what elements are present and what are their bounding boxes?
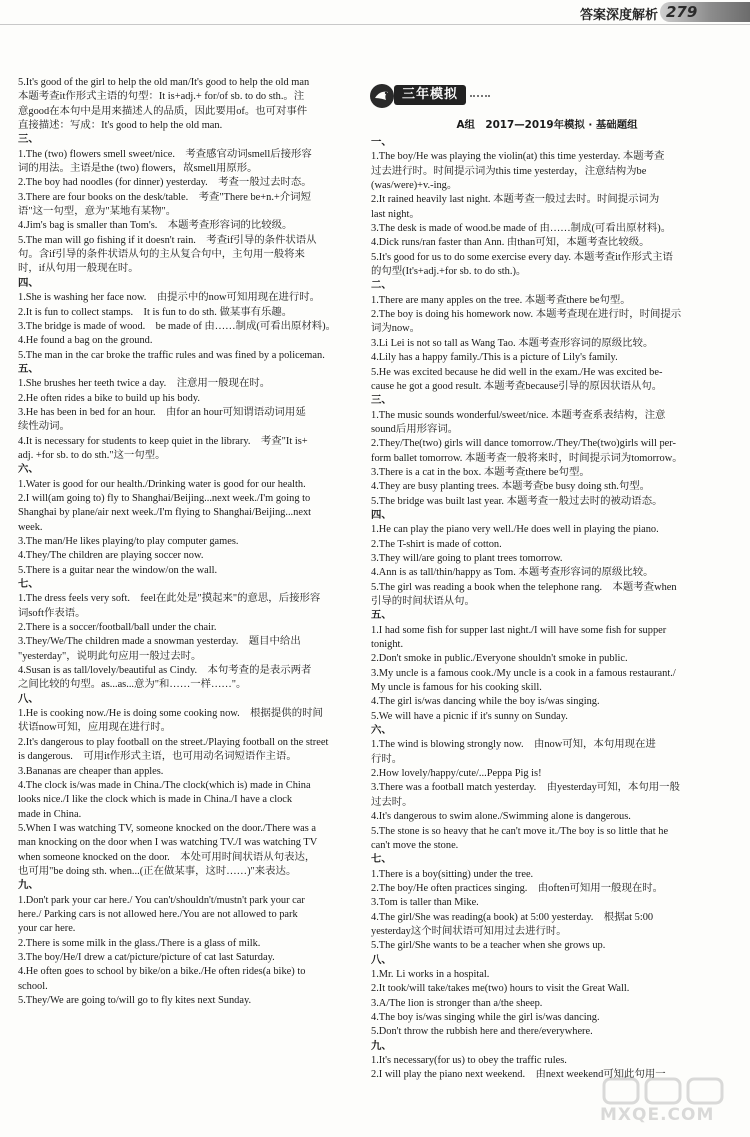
section-heading: 五、 [371, 610, 392, 622]
answer-line: 直接描述：写成：It's good to help the old man. [18, 120, 223, 132]
answer-line: 4.They/The children are playing soccer now. [18, 550, 204, 562]
answer-line: 2.I will(am going to) fly to Shanghai/Beijing...next week./I'm going to [18, 492, 311, 504]
answer-line: 5.When I was watching TV, someone knocked on the door./There was a [18, 822, 316, 834]
answer-line: 4.It's dangerous to swim alone./Swimming alone is dangerous. [371, 811, 631, 823]
page-header [0, 0, 750, 26]
answer-line: 1.The wind is blowing strongly now. 由now可知，本句用现在进 [371, 739, 656, 751]
answer-line: 4.Lily has a happy family./This is a picture of Lily's family. [371, 352, 618, 364]
answer-line: 意good在本句中是用来描述人的品质，因此要用of。也可对事件 [18, 105, 308, 117]
answer-line: 2.He often rides a bike to build up his body. [18, 392, 200, 404]
section-heading: 四、 [18, 277, 39, 289]
answer-line: 4.He found a bag on the ground. [18, 335, 153, 347]
section-heading: 九、 [18, 880, 39, 892]
answer-line: 词的用法。主语是the (two) flowers，故smell用原形。 [18, 163, 258, 175]
answer-line: 2.The T-shirt is made of cotton. [371, 538, 502, 550]
answer-line: 2.Don't smoke in public./Everyone shouldn't smoke in public. [371, 653, 628, 665]
answer-line: 1.There is a boy(sitting) under the tree. [371, 868, 534, 880]
section-heading: 三、 [371, 395, 392, 407]
answer-line: 3.Bananas are cheaper than apples. [18, 765, 164, 777]
answer-line: 词为now。 [371, 323, 421, 335]
answer-line: last night。 [371, 208, 420, 220]
answer-line: 4.It is necessary for students to keep quiet in the library. 考查"It is+ [18, 435, 308, 447]
answer-line: can't move the stone. [371, 839, 459, 851]
answer-line: school. [18, 980, 48, 992]
answer-line: adj. +for sb. to do sth."这一句型。 [18, 449, 166, 461]
answer-line: 1.She brushes her teeth twice a day. 注意用一般现在时。 [18, 378, 271, 390]
answer-line: 1.The (two) flowers smell sweet/nice. 考查感官动词smell后接形容 [18, 148, 312, 160]
answer-line: 5.They/We are going to/will go to fly kites next Sunday. [18, 995, 252, 1006]
answer-line: "yesterday"，说明此句应用一般过去时。 [18, 650, 202, 662]
answer-line: 3.The man/He likes playing/to play computer games. [18, 536, 239, 547]
header-title: 答案深度解析 [579, 8, 658, 23]
answer-line: 2.It is fun to collect stamps. It is fun to do sth. 做某事有乐趣。 [18, 306, 293, 318]
answer-line: 5.The stone is so heavy that he can't move it./The boy is so little that he [371, 825, 669, 837]
answer-line: 2.I will play the piano next weekend. 由next weekend可知此句用一 [371, 1069, 666, 1081]
section-heading: 六、 [371, 725, 392, 737]
answer-line: 1.There are many apples on the tree. 本题考查there be句型。 [371, 294, 631, 306]
answer-line: yesterday这个时间状语可知用过去进行时。 [371, 925, 567, 937]
group-title: A组 2017—2019年模拟 · 基础题组 [456, 119, 638, 131]
answer-line: 1.I had some fish for supper last night./I will have some fish for supper [371, 624, 667, 636]
answer-line: 2.The boy had noodles (for dinner) yesterday. 考查一般过去时态。 [18, 177, 312, 189]
answer-line: 4.He often goes to school by bike/on a bike./He often rides(a bike) to [18, 966, 306, 978]
answer-line: 5.There is a guitar near the window/on the wall. [18, 564, 218, 576]
banner-dots [470, 95, 490, 99]
answer-line: My uncle is famous for his cooking skill. [371, 682, 542, 694]
section-heading: 九、 [371, 1040, 392, 1052]
answer-line: 5.It's good for us to do some exercise every day. 本题考查it作形式主语 [371, 251, 673, 263]
answer-line: 2.It's dangerous to play football on the street./Playing football on the street [18, 736, 329, 748]
answer-line: 也可用"be doing sth. when...(正在做某事，这时……)"来表达。 [18, 865, 297, 877]
answer-line: 4.Ann is as tall/thin/happy as Tom. 本题考查形容词的原级比较。 [371, 567, 654, 579]
answer-line: 3.There is a cat in the box. 本题考查there be句型。 [371, 466, 590, 478]
answer-line: 1.He can play the piano very well./He does well in playing the piano. [371, 524, 659, 536]
answer-line: 4.Dick runs/ran faster than Ann. 由than可知，本题考查比较级。 [371, 237, 650, 249]
section-banner [368, 82, 488, 110]
answer-line: 3.They/We/The children made a snowman yesterday. 题目中给出 [18, 636, 301, 648]
answer-line: when someone knocked on the door. 本处可用时间状语从句表达， [18, 851, 316, 863]
answer-line: 5.The man in the car broke the traffic rules and was fined by a policeman. [18, 349, 325, 361]
page-number-tab [660, 2, 750, 22]
answer-line: 3.The bridge is made of wood. be made of 由……制成(可看出原材料)。 [18, 320, 337, 332]
page-number: 279 [666, 3, 698, 21]
answer-line: looks nice./I like the clock which is made in China./I have a clock [18, 794, 293, 806]
answer-line: 5.The girl/She wants to be a teacher when she grows up. [371, 940, 606, 952]
answer-line: 续性动词。 [18, 421, 70, 433]
answer-line: 时，if从句用一般现在时。 [18, 263, 139, 275]
answer-line: 1.Water is good for our health./Drinking water is good for our health. [18, 478, 306, 490]
answer-line: 词soft作表语。 [18, 607, 86, 619]
answer-line: 4.They are busy planting trees. 本题考查be busy doing sth.句型。 [371, 481, 651, 493]
answer-line: 4.The boy is/was singing while the girl is/was dancing. [371, 1011, 600, 1023]
answer-line: 2.It took/will take/takes me(two) hours to visit the Great Wall. [371, 983, 630, 995]
bird-icon [368, 82, 396, 110]
answer-line: 状语now可知，应用现在进行时。 [18, 722, 171, 734]
answer-line: 2.There is some milk in the glass./There is a glass of milk. [18, 937, 261, 949]
watermark-text: MXQE.COM [600, 1105, 715, 1125]
section-heading: 七、 [18, 579, 39, 591]
answer-line: 行时。 [371, 753, 403, 765]
answer-line: 4.Susan is as tall/lovely/beautiful as Cindy. 本句考查的是表示两者 [18, 665, 312, 677]
answer-line: 句。含if引导的条件状语从句的主从复合句中，主句用一般将来 [18, 249, 305, 261]
section-heading: 一、 [371, 137, 392, 148]
answer-line: 1.The boy/He was playing the violin(at) this time yesterday. 本题考查 [371, 151, 665, 163]
answer-line: 1.Mr. Li works in a hospital. [371, 968, 490, 980]
watermark-logo-icon [600, 1075, 730, 1105]
answer-line: 3.Tom is taller than Mike. [371, 897, 479, 909]
answer-line: 1.Don't park your car here./ You can't/shouldn't/mustn't park your car [18, 894, 305, 906]
answer-line: 3.My uncle is a famous cook./My uncle is a cook in a famous restaurant./ [371, 667, 676, 679]
answer-line: 过去时。 [371, 796, 413, 808]
answer-line: 1.The music sounds wonderful/sweet/nice. 本题考查系表结构，注意 [371, 409, 666, 421]
answer-line: cause he got a good result. 本题考查because引导的原因状语从句。 [371, 380, 663, 392]
section-heading: 四、 [371, 509, 392, 521]
header-rule [0, 24, 750, 25]
answer-line: 3.The boy/He/I drew a cat/picture/picture of cat last Saturday. [18, 951, 275, 963]
left-column [18, 76, 356, 1008]
watermark [600, 1075, 740, 1131]
answer-line: (was/were)+v.-ing。 [371, 180, 458, 192]
answer-line: 3.There was a football match yesterday. 由yesterday可知，本句用一般 [371, 782, 680, 794]
answer-line: 5.He was excited because he did well in the exam./He was excited be- [371, 366, 663, 378]
answer-line: 2.They/The(two) girls will dance tomorrow./They/The(two)girls will per- [371, 438, 676, 450]
answer-line: 4.The girl/She was reading(a book) at 5:00 yesterday. 根据at 5:00 [371, 911, 654, 923]
right-column [371, 136, 723, 1083]
answer-line: tonight. [371, 639, 404, 651]
answer-line: 4.The girl is/was dancing while the boy is/was singing. [371, 696, 600, 708]
answer-line: 5.The man will go fishing if it doesn't rain. 考查if引导的条件状语从 [18, 234, 317, 246]
answer-line: 1.The dress feels very soft. feel在此处是"摸起来"的意思，后接形容 [18, 593, 321, 605]
answer-line: week. [18, 521, 43, 533]
answer-line: 过去进行时。时间提示词为this time yesterday，注意结构为be [371, 165, 647, 177]
answer-line: 3.There are four books on the desk/table. 考查"There be+n.+介词短 [18, 191, 311, 203]
answer-line: 5.Don't throw the rubbish here and there/everywhere. [371, 1026, 593, 1038]
answer-line: 2.There is a soccer/football/ball under the chair. [18, 622, 217, 634]
answer-line: 1.He is cooking now./He is doing some cooking now. 根据提供的时间 [18, 708, 323, 720]
answer-line: 2.The boy is doing his homework now. 本题考查现在进行时，时间提示 [371, 309, 682, 321]
answer-line: 引导的时间状语从句。 [371, 596, 475, 607]
answer-line: Shanghai by plane/air next week./I'm flying to Shanghai/Beijing...next [18, 507, 312, 519]
answer-line: 4.Jim's bag is smaller than Tom's. 本题考查形容词的比较级。 [18, 220, 293, 232]
banner-label: 三年模拟 [394, 85, 466, 105]
answer-line: 3.A/The lion is stronger than a/the sheep. [371, 997, 543, 1009]
answer-line: 2.The boy/He often practices singing. 由often可知用一般现在时。 [371, 882, 664, 894]
section-heading: 五、 [18, 363, 39, 375]
answer-line: 语"这一句型，意为"某地有某物"。 [18, 206, 177, 218]
section-heading: 二、 [371, 280, 392, 292]
answer-line: here./ Parking cars is not allowed here./You are not allowed to park [18, 908, 298, 920]
answer-line: is dangerous. 可用it作形式主语，也可用动名词短语作主语。 [18, 751, 297, 763]
answer-line: 1.It's necessary(for us) to obey the traffic rules. [371, 1055, 567, 1066]
answer-line: 5.We will have a picnic if it's sunny on Sunday. [371, 710, 568, 722]
answer-line: 3.The desk is made of wood.be made of 由……制成(可看出原材料)。 [371, 223, 672, 235]
answer-line: 5.The girl was reading a book when the telephone rang. 本题考查when [371, 581, 677, 593]
answer-line: 3.Li Lei is not so tall as Wang Tao. 本题考查形容词的原级比较。 [371, 337, 654, 349]
answer-line: 2.How lovely/happy/cute/...Peppa Pig is! [371, 768, 542, 780]
answer-line: 本题考查it作形式主语的句型：It is+adj.+ for/of sb. to do sth.。注 [18, 91, 305, 103]
answer-line: 之间比较的句型。as...as...意为"和……一样……"。 [18, 679, 247, 691]
answer-line: 1.She is washing her face now. 由提示中的now可知用现在进行时。 [18, 292, 321, 304]
answer-line: 4.The clock is/was made in China./The clock(which is) made in China [18, 779, 311, 791]
answer-line: your car here. [18, 923, 76, 935]
answer-line: form ballet tomorrow. 本题考查一般将来时，时间提示词为tomorrow。 [371, 452, 683, 464]
answer-line: 5.It's good of the girl to help the old man/It's good to help the old man [18, 77, 310, 88]
answer-line: 5.The bridge was built last year. 本题考查一般过去时的被动语态。 [371, 495, 663, 507]
answer-line: made in China. [18, 808, 82, 820]
answer-line: 3.He has been in bed for an hour. 由for an hour可知谓语动词用延 [18, 406, 306, 418]
section-heading: 八、 [371, 954, 392, 966]
section-heading: 三、 [18, 134, 39, 146]
section-heading: 七、 [371, 854, 392, 866]
answer-line: sound后用形容词。 [371, 423, 459, 435]
answer-line: 的句型(It's+adj.+for sb. to do sth.)。 [371, 266, 527, 278]
section-heading: 六、 [18, 464, 39, 476]
answer-line: 3.They will/are going to plant trees tomorrow. [371, 552, 563, 564]
answer-line: 2.It rained heavily last night. 本题考查一般过去时。时间提示词为 [371, 194, 660, 206]
section-heading: 八、 [18, 693, 39, 705]
answer-line: man knocking on the door when I was watching TV./I was watching TV [18, 837, 318, 849]
